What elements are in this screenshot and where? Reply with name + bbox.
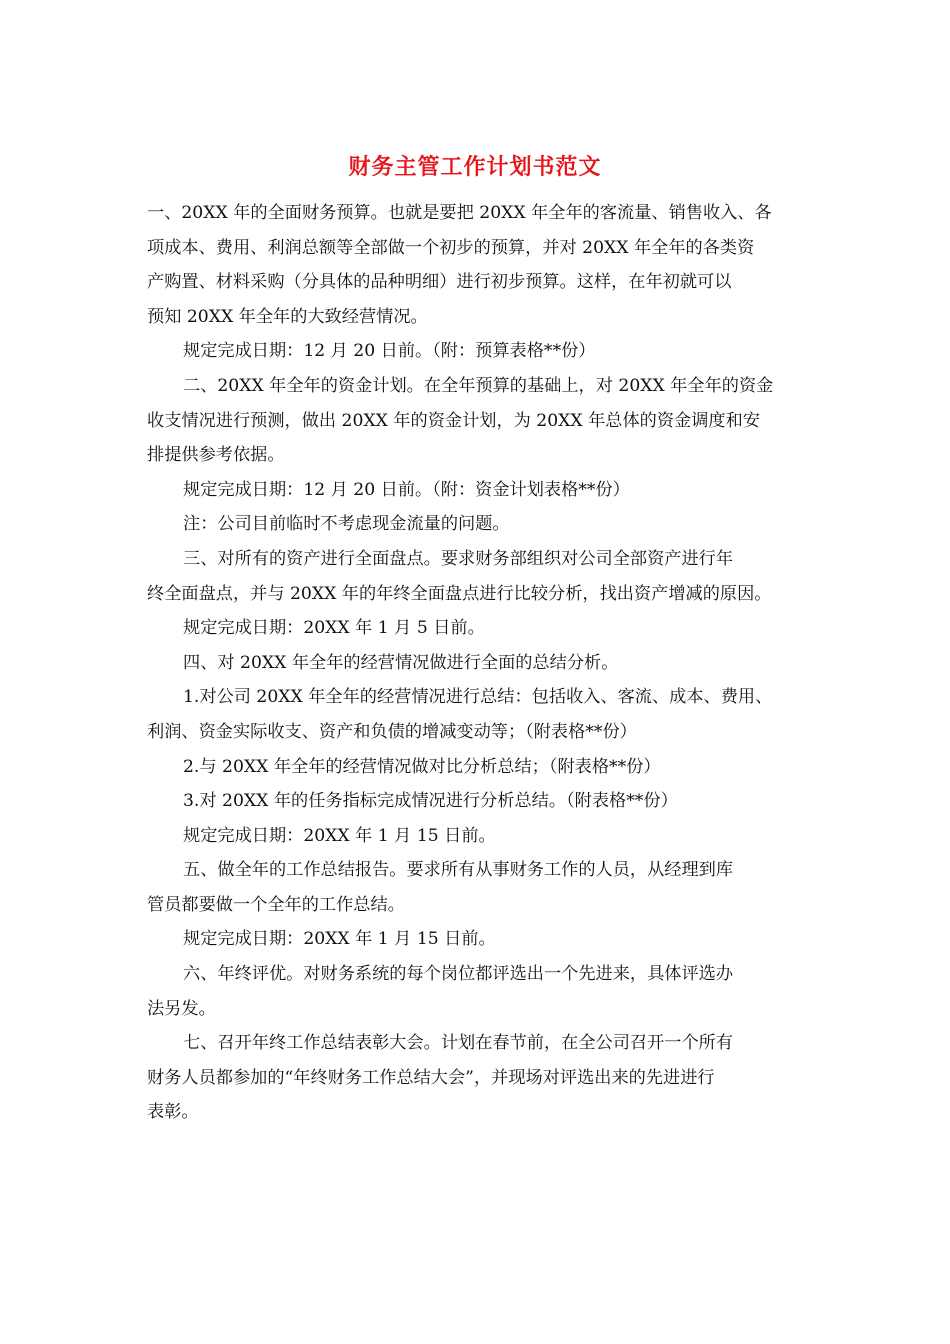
text-line: 项成本、费用、利润总额等全部做一个初步的预算，并对 20XX 年全年的各类资	[147, 237, 755, 258]
text-line: 一、20XX 年的全面财务预算。也就是要把 20XX 年全年的客流量、销售收入、各	[147, 203, 772, 223]
text-line: 七、召开年终工作总结表彰大会。计划在春节前，在全公司召开一个所有	[183, 1033, 734, 1054]
text-line: 表彰。	[147, 1102, 199, 1123]
text-line: 规定完成日期：20XX 年 1 月 5 日前。	[183, 618, 485, 639]
text-line: 收支情况进行预测，做出 20XX 年的资金计划，为 20XX 年总体的资金调度和安	[147, 410, 760, 431]
text-line: 终全面盘点，并与 20XX 年的年终全面盘点进行比较分析，找出资产增减的原因。	[147, 583, 772, 604]
text-line: 规定完成日期：20XX 年 1 月 15 日前。	[183, 825, 496, 846]
document-title: 财务主管工作计划书范文	[348, 154, 602, 180]
text-line: 三、对所有的资产进行全面盘点。要求财务部组织对公司全部资产进行年	[183, 548, 734, 569]
text-line: 规定完成日期：20XX 年 1 月 15 日前。	[183, 929, 496, 950]
text-line: 1.对公司 20XX 年全年的经营情况进行总结：包括收入、客流、成本、费用、	[183, 687, 773, 708]
text-line: 3.对 20XX 年的任务指标完成情况进行分析总结。（附表格**份）	[183, 791, 678, 812]
text-line: 四、对 20XX 年全年的经营情况做进行全面的总结分析。	[183, 652, 619, 673]
text-line: 预知 20XX 年全年的大致经营情况。	[147, 306, 428, 327]
document-body	[147, 196, 819, 1130]
text-line: 规定完成日期：12 月 20 日前。（附：预算表格**份）	[183, 341, 596, 362]
text-line: 二、20XX 年全年的资金计划。在全年预算的基础上，对 20XX 年全年的资金	[183, 375, 774, 396]
text-line: 六、年终评优。对财务系统的每个岗位都评选出一个先进来，具体评选办	[183, 964, 734, 985]
text-line: 注：公司目前临时不考虑现金流量的问题。	[183, 514, 510, 535]
text-line: 利润、资金实际收支、资产和负债的增减变动等；（附表格**份）	[147, 721, 637, 742]
text-line: 产购置、材料采购（分具体的品种明细）进行初步预算。这样，在年初就可以	[147, 272, 732, 293]
text-line: 五、做全年的工作总结报告。要求所有从事财务工作的人员，从经理到库	[183, 860, 734, 881]
text-line: 管员都要做一个全年的工作总结。	[147, 894, 405, 915]
text-line: 2.与 20XX 年全年的经营情况做对比分析总结；（附表格**份）	[183, 756, 661, 777]
text-line: 规定完成日期：12 月 20 日前。（附：资金计划表格**份）	[183, 479, 630, 500]
text-line: 法另发。	[147, 998, 216, 1019]
text-line: 排提供参考依据。	[147, 445, 285, 466]
text-line: 财务人员都参加的“年终财务工作总结大会”，并现场对评选出来的先进进行	[147, 1067, 715, 1088]
